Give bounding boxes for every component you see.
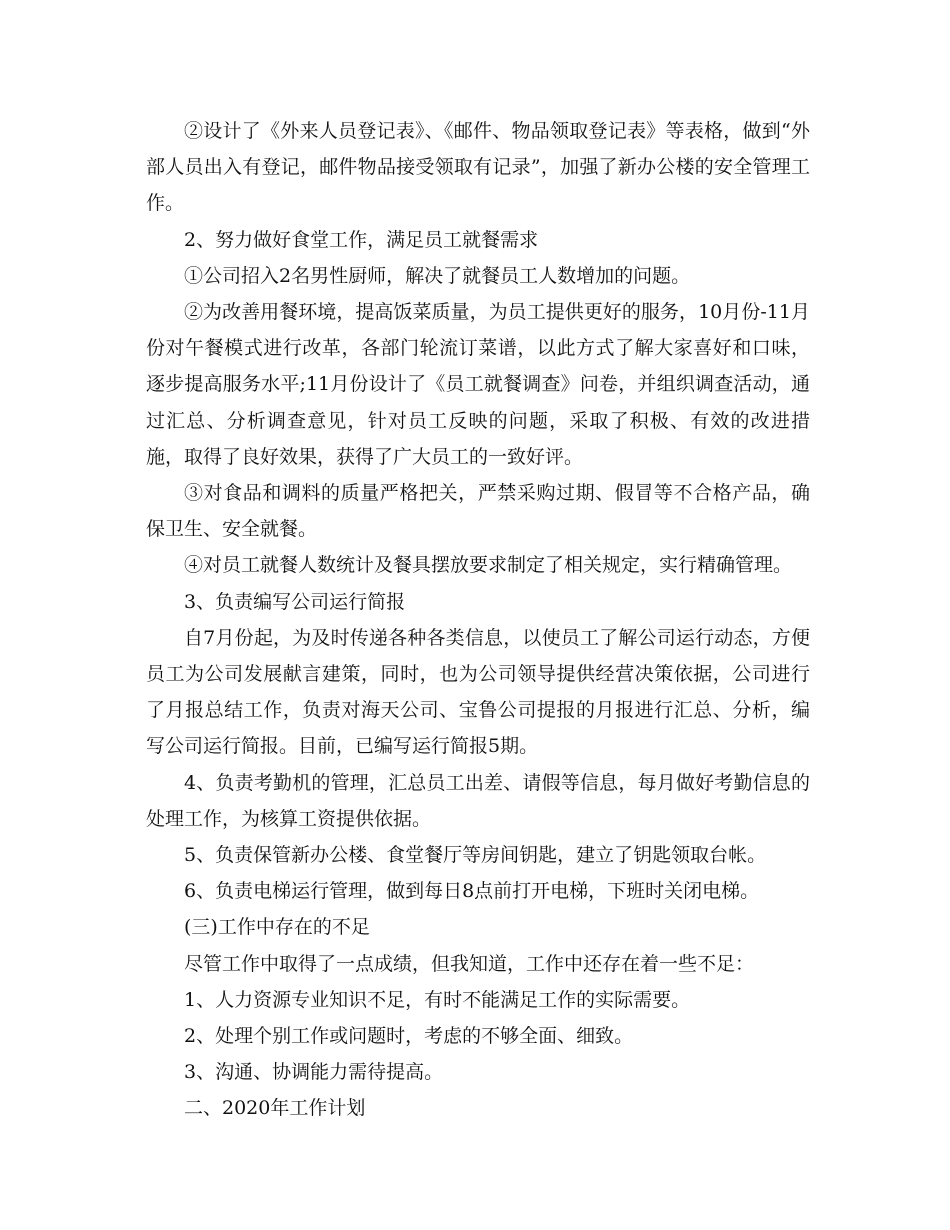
heading-canteen-work: 2、努力做好食堂工作，满足员工就餐需求: [184, 228, 539, 251]
paragraph-meal-statistics: ④对员工就餐人数统计及餐具摆放要求制定了相关规定，实行精确管理。: [184, 554, 793, 577]
heading-briefing: 3、负责编写公司运行简报: [184, 590, 406, 613]
paragraph-dining-improvement: ②为改善用餐环境，提高饭菜质量，为员工提供更好的服务，10月份-11月份对午餐模式进行改革，各部门轮流订菜谱，以此方式了解大家喜好和口味，逐步提高服务水平;11月份设计了《员工就餐调查》问卷，并组织调查活动，通过汇总、分析调查意见，针对员工反映的问题，采取了积极、有效的改进措施，取得了良好效果，获得了广大员工的一致好评。: [146, 301, 810, 468]
paragraph-monthly-report: 自7月份起，为及时传递各种各类信息，以使员工了解公司运行动态，方便员工为公司发展献言建策，同时，也为公司领导提供经营决策依据，公司进行了月报总结工作，负责对海天公司、宝鲁公司提报的月报进行汇总、分析，编写公司运行简报。目前，已编写运行简报5期。: [146, 626, 810, 758]
paragraph-form-design: ②设计了《外来人员登记表》、《邮件、物品领取登记表》等表格，做到“外部人员出入有登记，邮件物品接受领取有记录”，加强了新办公楼的安全管理工作。: [146, 120, 810, 215]
paragraph-elevator: 6、负责电梯运行管理，做到每日8点前打开电梯，下班时关闭电梯。: [184, 880, 760, 903]
list-item-shortcoming-2: 2、处理个别工作或问题时，考虑的不够全面、细致。: [184, 1025, 634, 1048]
paragraph-food-quality: ③对食品和调料的质量严格把关，严禁采购过期、假冒等不合格产品，确保卫生、安全就餐。: [146, 482, 810, 541]
paragraph-attendance: 4、负责考勤机的管理，汇总员工出差、请假等信息，每月做好考勤信息的处理工作，为核算工资提供依据。: [146, 771, 810, 830]
heading-work-plan: 二、2020年工作计划: [184, 1097, 366, 1120]
heading-shortcomings: (三)工作中存在的不足: [184, 916, 370, 939]
document-body: [146, 113, 810, 1127]
list-item-shortcoming-3: 3、沟通、协调能力需待提高。: [184, 1061, 444, 1084]
paragraph-shortcomings-intro: 尽管工作中取得了一点成绩，但我知道，工作中还存在着一些不足：: [184, 952, 755, 975]
paragraph-chef-hiring: ①公司招入2名男性厨师，解决了就餐员工人数增加的问题。: [184, 264, 691, 287]
list-item-shortcoming-1: 1、人力资源专业知识不足，有时不能满足工作的实际需要。: [184, 988, 691, 1011]
paragraph-keys: 5、负责保管新办公楼、食堂餐厅等房间钥匙，建立了钥匙领取台帐。: [184, 844, 767, 867]
